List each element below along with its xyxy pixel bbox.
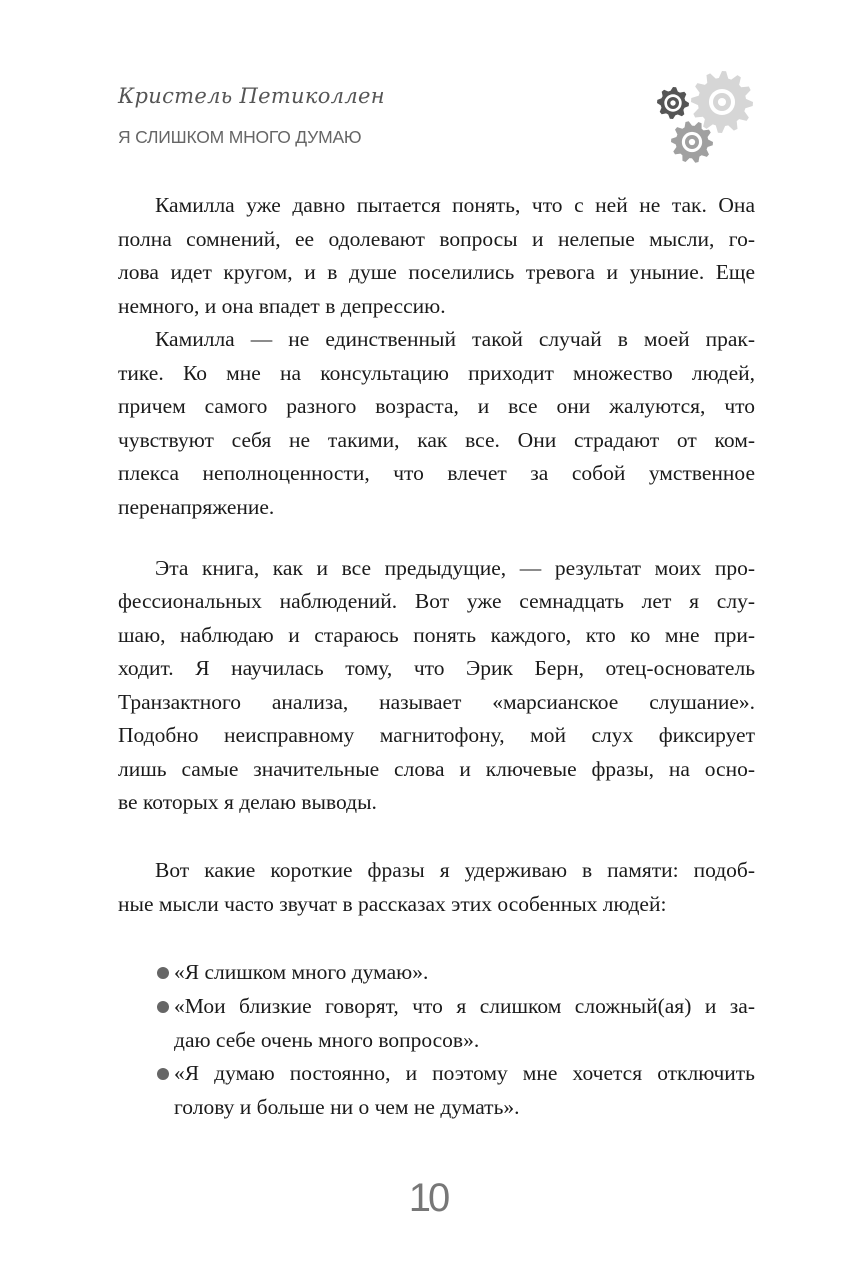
author-name: Кристель Петиколлен <box>118 84 385 108</box>
text-line: фессиональных наблюдений. Вот уже семнадцать лет я слу- <box>118 589 755 613</box>
text-line: Камилла уже давно пытается понять, что с ней не так. Она <box>155 193 755 217</box>
text-line: ходит. Я научилась тому, что Эрик Берн, отец-основатель <box>118 656 755 680</box>
book-title: Я СЛИШКОМ МНОГО ДУМАЮ <box>118 127 362 147</box>
text-line: плекса неполноценности, что влечет за собой умственное <box>118 461 755 485</box>
bullet-icon <box>157 1068 169 1080</box>
text-line: тике. Ко мне на консультацию приходит множество людей, <box>118 361 755 385</box>
text-line: Камилла — не единственный такой случай в моей прак- <box>155 327 755 351</box>
text-line: «Я думаю постоянно, и поэтому мне хочется отключить <box>174 1061 755 1085</box>
gear-small-hole <box>670 100 675 105</box>
text-line: немного, и она впадет в депрессию. <box>118 294 446 318</box>
bullet-icon <box>157 967 169 979</box>
gears-icon <box>650 66 760 166</box>
text-line: Подобно неисправному магнитофону, мой слух фиксирует <box>118 723 755 747</box>
page-number: 10 <box>408 1176 448 1220</box>
text-line: причем самого разного возраста, и все они жалуются, что <box>118 394 755 418</box>
bullet-icon <box>157 1001 169 1013</box>
text-line: ные мысли часто звучат в рассказах этих особенных людей: <box>118 892 667 916</box>
gear-large-hole <box>718 98 726 106</box>
text-line: «Мои близкие говорят, что я слишком сложный(ая) и за- <box>174 994 755 1018</box>
text-line: Вот какие короткие фразы я удерживаю в памяти: подоб- <box>155 858 755 882</box>
text-line: ве которых я делаю выводы. <box>118 790 377 814</box>
text-line: лова идет кругом, и в душе поселились тревога и уныние. Еще <box>118 260 755 284</box>
text-line: Транзактного анализа, называет «марсианское слушание». <box>118 690 755 714</box>
gear-medium-hole <box>689 139 695 145</box>
text-line: «Я слишком много думаю». <box>174 960 429 984</box>
text-line: даю себе очень много вопросов». <box>174 1028 480 1052</box>
text-line: лишь самые значительные слова и ключевые фразы, на осно- <box>118 757 755 781</box>
text-line: полна сомнений, ее одолевают вопросы и нелепые мысли, го- <box>118 227 755 251</box>
text-line: Эта книга, как и все предыдущие, — результат моих про- <box>155 556 755 580</box>
text-line: перенапряжение. <box>118 495 275 519</box>
text-line: чувствуют себя не такими, как все. Они страдают от ком- <box>118 428 755 452</box>
text-line: голову и больше ни о чем не думать». <box>174 1095 520 1119</box>
text-line: шаю, наблюдаю и стараюсь понять каждого, кто ко мне при- <box>118 623 755 647</box>
